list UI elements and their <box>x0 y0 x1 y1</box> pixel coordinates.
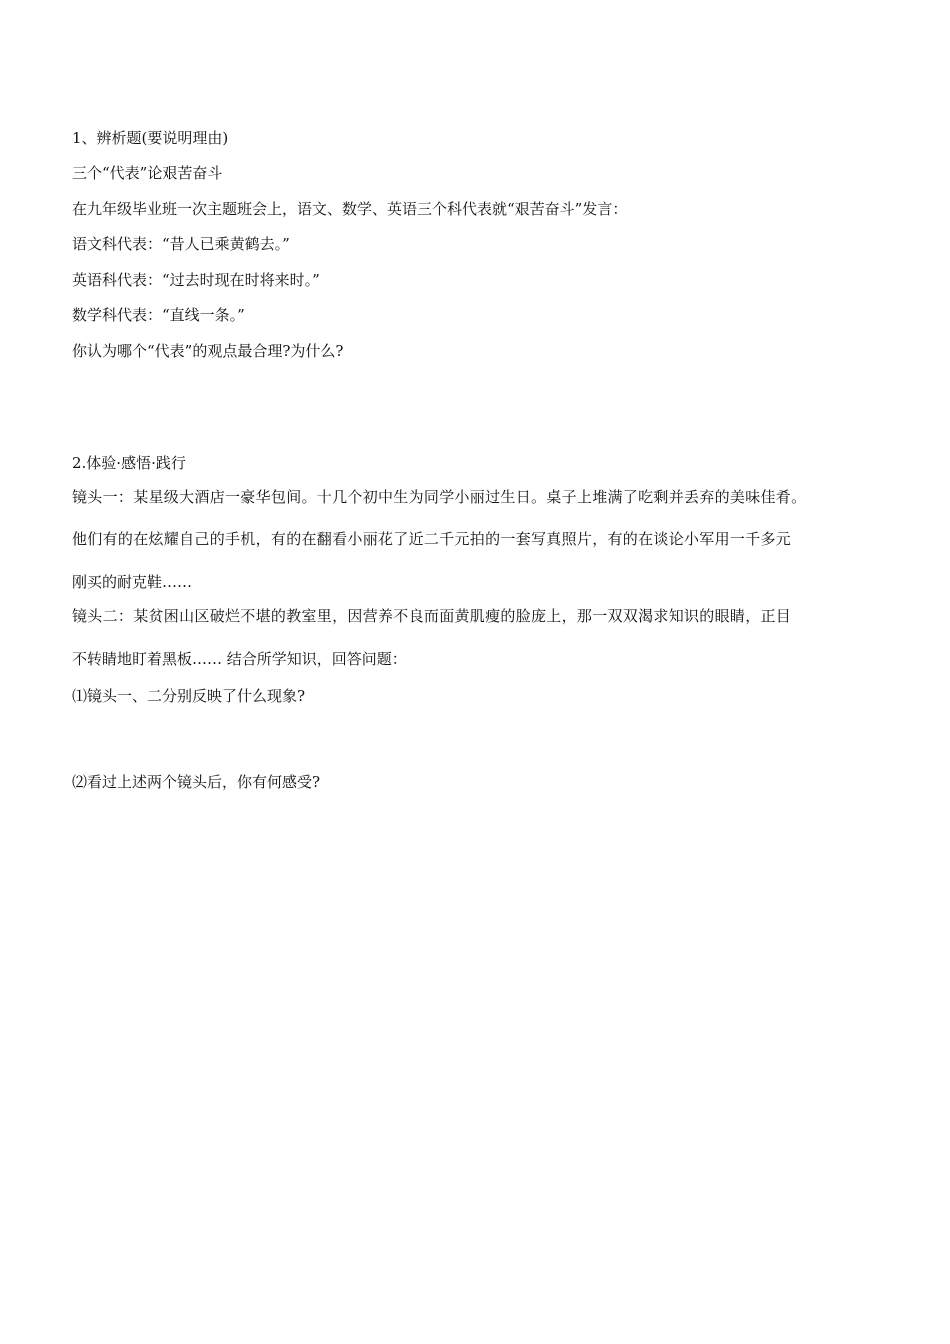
q1-question: 你认为哪个“代表”的观点最合理?为什么? <box>72 342 344 360</box>
q2-scene1-line1: 镜头一：某星级大酒店一豪华包间。十几个初中生为同学小丽过生日。桌子上堆满了吃剩并丢弃的美味佳肴。 <box>72 488 807 506</box>
q1-title: 三个“代表”论艰苦奋斗 <box>72 164 223 182</box>
q1-intro: 在九年级毕业班一次主题班会上，语文、数学、英语三个科代表就“艰苦奋斗”发言： <box>72 200 628 218</box>
q1-heading: 1、辨析题(要说明理由) <box>72 129 229 147</box>
q1-statement-math: 数学科代表：“直线一条。” <box>72 306 245 324</box>
q2-scene2-line1: 镜头二：某贫困山区破烂不堪的教室里，因营养不良而面黄肌瘦的脸庞上，那一双双渴求知识的眼睛，正目 <box>72 607 792 625</box>
q2-scene1-line2: 他们有的在炫耀自己的手机，有的在翻看小丽花了近二千元拍的一套写真照片，有的在谈论小军用一千多元 <box>72 530 792 548</box>
q2-sub-question-2: ⑵看过上述两个镜头后，你有何感受? <box>72 773 321 791</box>
q2-sub-question-1: ⑴镜头一、二分别反映了什么现象? <box>72 687 306 705</box>
q2-scene1-line3: 刚买的耐克鞋…… <box>72 573 193 591</box>
q1-statement-chinese: 语文科代表：“昔人已乘黄鹤去。” <box>72 235 290 253</box>
q1-statement-english: 英语科代表：“过去时现在时将来时。” <box>72 271 320 289</box>
q2-heading: 2.体验·感悟·践行 <box>72 454 186 472</box>
q2-scene2-line2: 不转睛地盯着黑板…… 结合所学知识，回答问题： <box>72 650 407 668</box>
